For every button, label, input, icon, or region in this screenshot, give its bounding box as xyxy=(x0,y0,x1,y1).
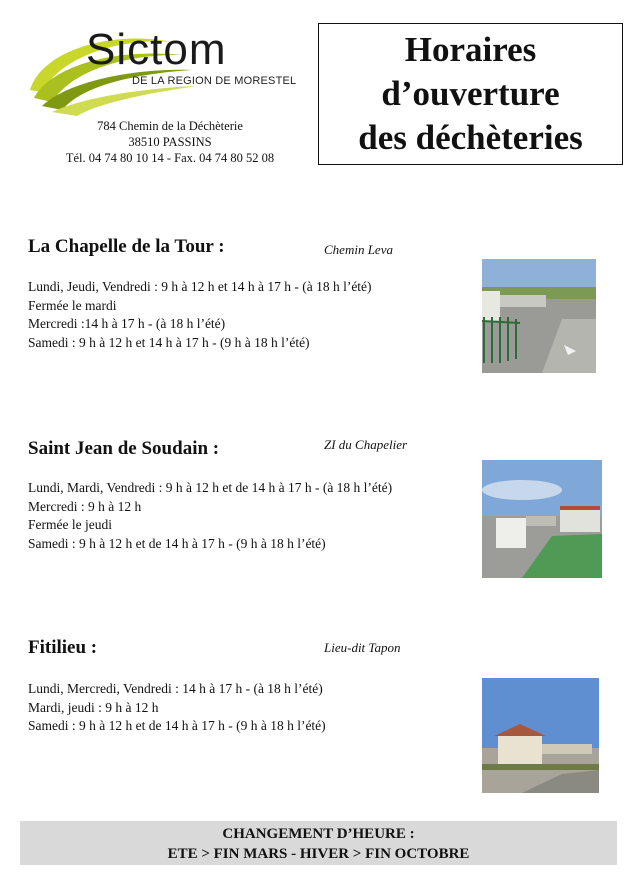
hours-line: Samedi : 9 h à 12 h et de 14 h à 17 h - (9 h à 18 h l’été) xyxy=(28,718,326,733)
hours-fitilieu xyxy=(28,680,326,736)
site-location-saint-jean: ZI du Chapelier xyxy=(324,437,408,452)
hours-line: Samedi : 9 h à 12 h et de 14 h à 17 h - (9 h à 18 h l’été) xyxy=(28,535,326,551)
site-name-text: La Chapelle de la Tour xyxy=(28,236,214,257)
title-line-3: des déchèteries xyxy=(358,118,583,157)
hours-la-chapelle xyxy=(28,278,372,352)
hours-line: Fermée le jeudi xyxy=(28,517,112,532)
site-name-la-chapelle xyxy=(28,236,225,258)
address-block xyxy=(40,118,300,166)
footer-line-1: CHANGEMENT D’HEURE : xyxy=(222,826,415,842)
title-line-1: Horaires xyxy=(404,30,537,69)
hours-line: Mardi, jeudi : 9 h à 12 h xyxy=(28,699,159,715)
title-box xyxy=(318,23,623,165)
photo-fitilieu xyxy=(482,678,599,793)
footer-time-change-banner xyxy=(20,821,617,865)
hours-line: Lundi, Mercredi, Vendredi : 14 h à 17 h - (à 18 h l’été) xyxy=(28,681,323,696)
hours-line: Lundi, Jeudi, Vendredi : 9 h à 12 h et 14 h à 17 h - (à 18 h l’été) xyxy=(28,279,372,294)
title-line-2: d’ouverture xyxy=(381,74,560,113)
site-location-fitilieu: Lieu-dit Tapon xyxy=(324,640,401,655)
hours-line: Fermée le mardi xyxy=(28,297,117,313)
site-location-la-chapelle: Chemin Leva xyxy=(324,242,393,257)
hours-saint-jean xyxy=(28,479,392,553)
address-street: 784 Chemin de la Déchèterie xyxy=(97,119,243,133)
footer-line-2: ETE > FIN MARS - HIVER > FIN OCTOBRE xyxy=(167,846,470,862)
logo-subtitle: DE LA REGION DE MORESTEL xyxy=(132,75,297,87)
address-city: 38510 PASSINS xyxy=(128,135,212,149)
site-name-fitilieu: Fitilieu : xyxy=(28,637,98,658)
hours-line: Lundi, Mardi, Vendredi : 9 h à 12 h et de 14 h à 17 h - (à 18 h l’été) xyxy=(28,480,393,495)
site-name-suffix: : xyxy=(213,236,225,257)
contact-phone-fax: Tél. 04 74 80 10 14 - Fax. 04 74 80 52 08 xyxy=(65,151,275,165)
hours-line: Samedi : 9 h à 12 h et 14 h à 17 h - (9 h à 18 h l’été) xyxy=(28,334,310,350)
hours-line: Mercredi :14 h à 17 h - (à 18 h l’été) xyxy=(28,316,226,331)
hours-line: Mercredi : 9 h à 12 h xyxy=(28,498,142,514)
site-name-saint-jean: Saint Jean de Soudain : xyxy=(28,438,220,459)
photo-saint-jean xyxy=(482,460,602,578)
photo-la-chapelle xyxy=(482,259,596,373)
logo-name: Sictom xyxy=(86,25,227,74)
